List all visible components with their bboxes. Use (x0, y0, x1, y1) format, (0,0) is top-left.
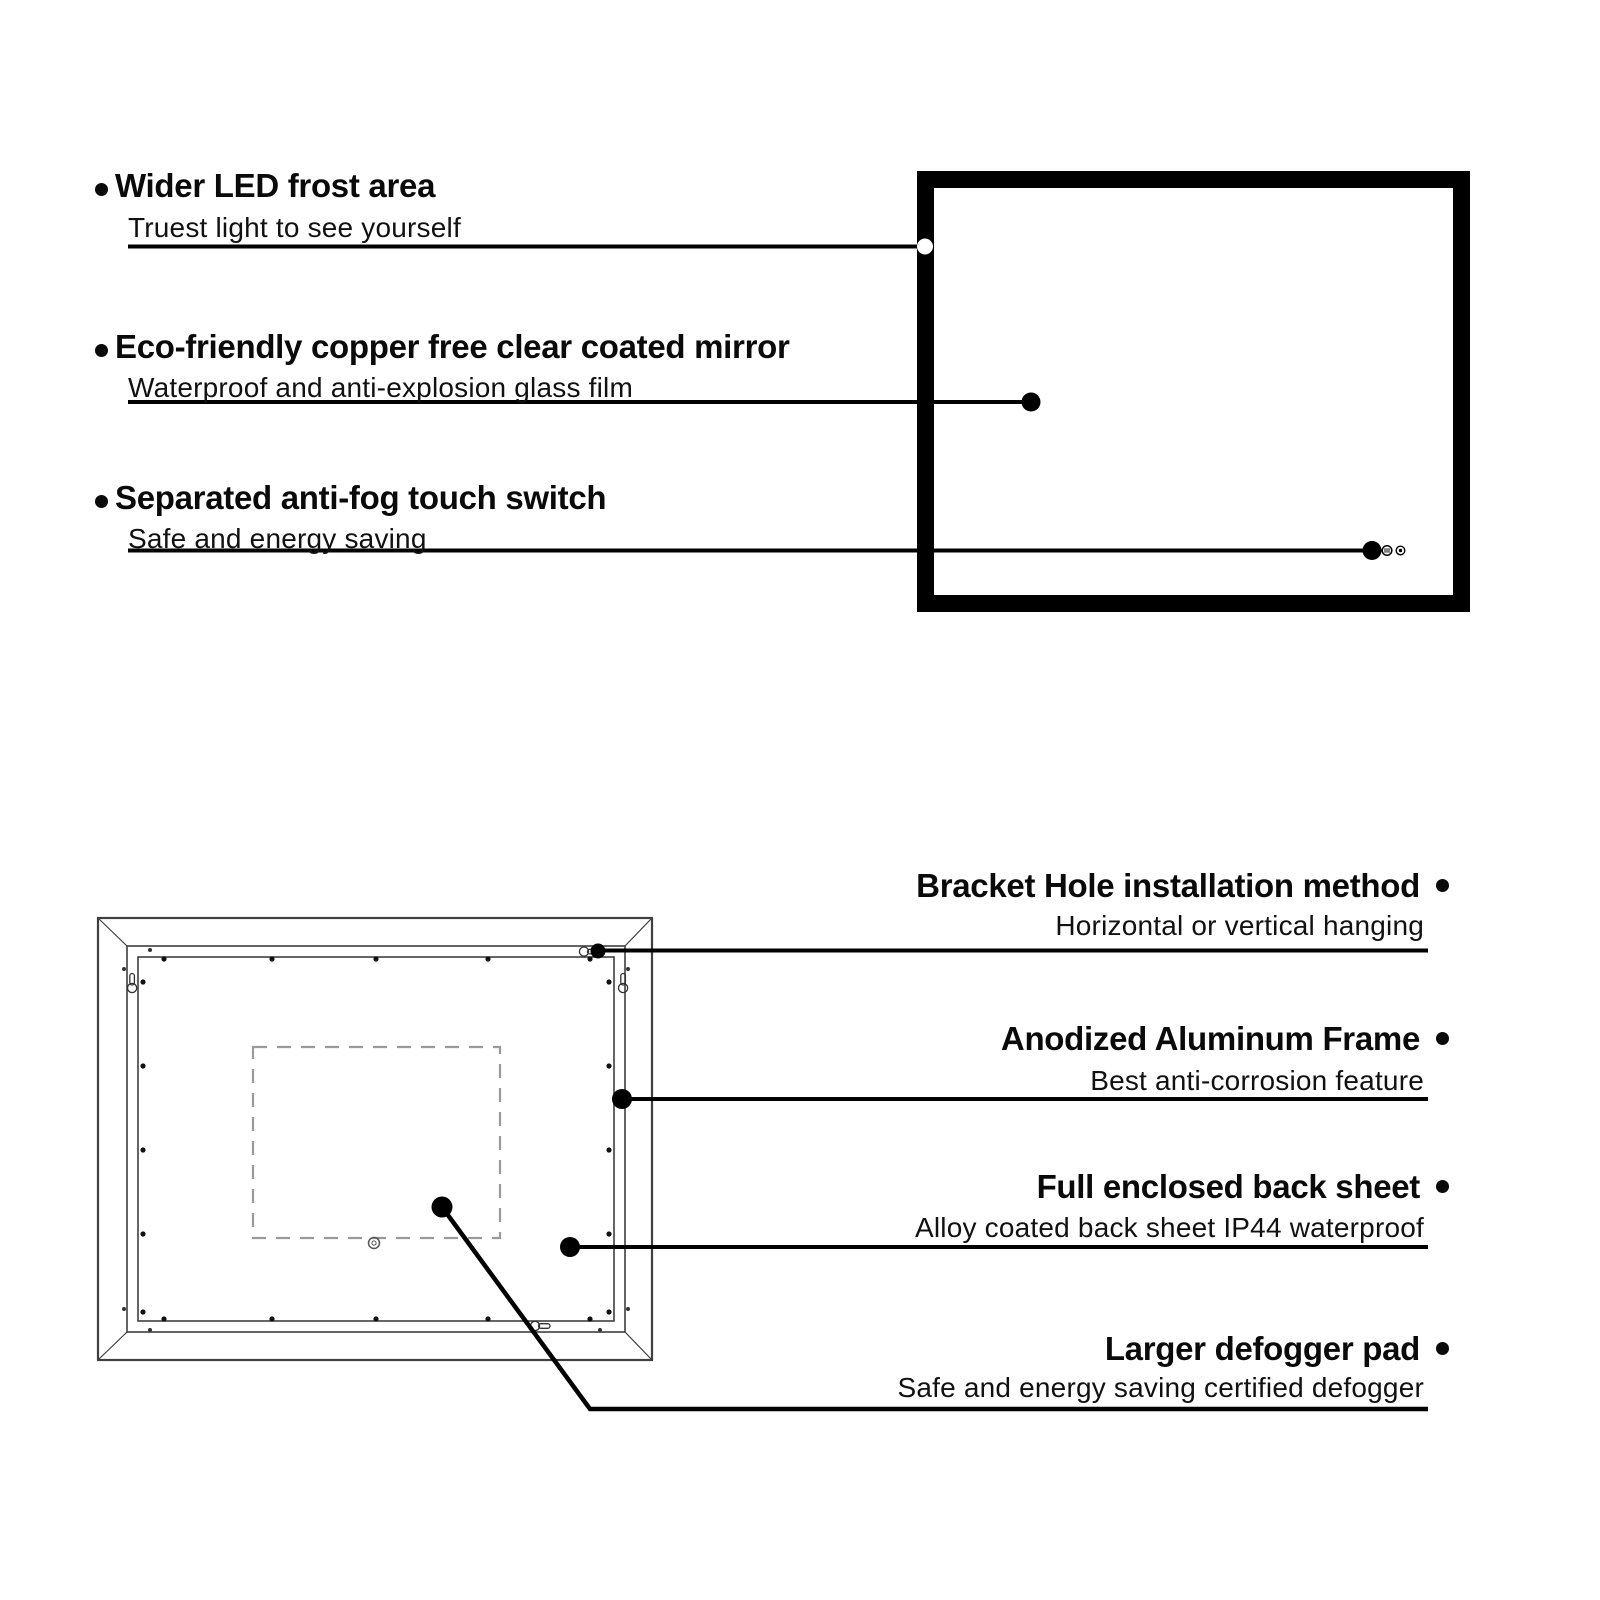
screw-icon (148, 948, 152, 952)
feature-title-defogger-pad: Larger defogger pad (1104, 1330, 1420, 1367)
feature-subtitle-touch-switch: Safe and energy saving (128, 523, 427, 554)
screw-icon (587, 956, 592, 961)
cable-grommet-icon (369, 1238, 380, 1249)
keyhole-bracket-left-icon (128, 974, 137, 993)
feature-title-led-frost: Wider LED frost area (115, 167, 436, 204)
miter-bottom-left (98, 1332, 127, 1360)
screw-icon (148, 1328, 152, 1332)
screw-icon (626, 967, 630, 971)
screw-icon (269, 956, 274, 961)
mirror-glass (934, 188, 1453, 595)
screw-icon (161, 956, 166, 961)
screw-icon (587, 1316, 592, 1321)
screw-icon (606, 1063, 611, 1068)
bullet-icon (1436, 1032, 1449, 1045)
callout-dot-bracket-hole (591, 944, 606, 959)
screw-icon (140, 1147, 145, 1152)
feature-subtitle-back-sheet: Alloy coated back sheet IP44 waterproof (915, 1212, 1424, 1243)
bullet-icon (95, 344, 108, 357)
callout-dot-back-sheet (560, 1237, 580, 1257)
screw-icon (606, 1147, 611, 1152)
feature-subtitle-defogger-pad: Safe and energy saving certified defogger (897, 1372, 1424, 1403)
miter-top-left (98, 918, 127, 946)
screw-icon (140, 1063, 145, 1068)
miter-top-right (625, 918, 652, 946)
screw-icon (606, 1231, 611, 1236)
screw-icon (122, 1307, 126, 1311)
back-outer-frame (98, 918, 652, 1360)
screw-icon (140, 979, 145, 984)
screw-icon (598, 1328, 602, 1332)
feature-title-aluminum-frame: Anodized Aluminum Frame (1000, 1020, 1420, 1057)
screw-icon (122, 967, 126, 971)
callout-dot-coated-mirror (1022, 393, 1041, 412)
feature-title-back-sheet: Full enclosed back sheet (1036, 1168, 1420, 1205)
screw-icon (626, 1307, 630, 1311)
screw-icon (606, 1309, 611, 1314)
screw-icon (606, 979, 611, 984)
feature-subtitle-bracket-hole: Horizontal or vertical hanging (1055, 910, 1424, 941)
back-sheet-panel (138, 957, 614, 1321)
screw-icon (269, 1316, 274, 1321)
screw-dots (122, 948, 630, 1332)
bullet-icon (1436, 1180, 1449, 1193)
screw-icon (485, 956, 490, 961)
callout-dot-aluminum-frame (612, 1089, 632, 1109)
feature-subtitle-coated-mirror: Waterproof and anti-explosion glass film (128, 372, 633, 403)
screw-icon (373, 1316, 378, 1321)
bullet-icon (95, 183, 108, 196)
screw-icon (485, 1316, 490, 1321)
defogger-pad-outline (253, 1047, 500, 1238)
feature-title-bracket-hole: Bracket Hole installation method (916, 867, 1420, 904)
screw-icon (161, 1316, 166, 1321)
callout-dot-touch-switch (1363, 541, 1382, 560)
screw-icon (140, 1231, 145, 1236)
callout-dot-defogger-pad (432, 1197, 453, 1218)
screw-icon (373, 956, 378, 961)
callout-dot-led-frost (917, 239, 933, 255)
keyhole-bracket-right-icon (619, 974, 628, 993)
feature-subtitle-aluminum-frame: Best anti-corrosion feature (1090, 1065, 1424, 1096)
screw-icon (140, 1309, 145, 1314)
back-bezel (127, 946, 625, 1332)
bullet-icon (1436, 1342, 1449, 1355)
feature-title-touch-switch: Separated anti-fog touch switch (115, 479, 607, 516)
mirror-back-view (98, 918, 652, 1360)
feature-title-coated-mirror: Eco-friendly copper free clear coated mirror (115, 328, 790, 365)
bullet-icon (1436, 879, 1449, 892)
feature-subtitle-led-frost: Truest light to see yourself (128, 212, 461, 243)
bullet-icon (95, 495, 108, 508)
miter-bottom-right (625, 1332, 652, 1360)
